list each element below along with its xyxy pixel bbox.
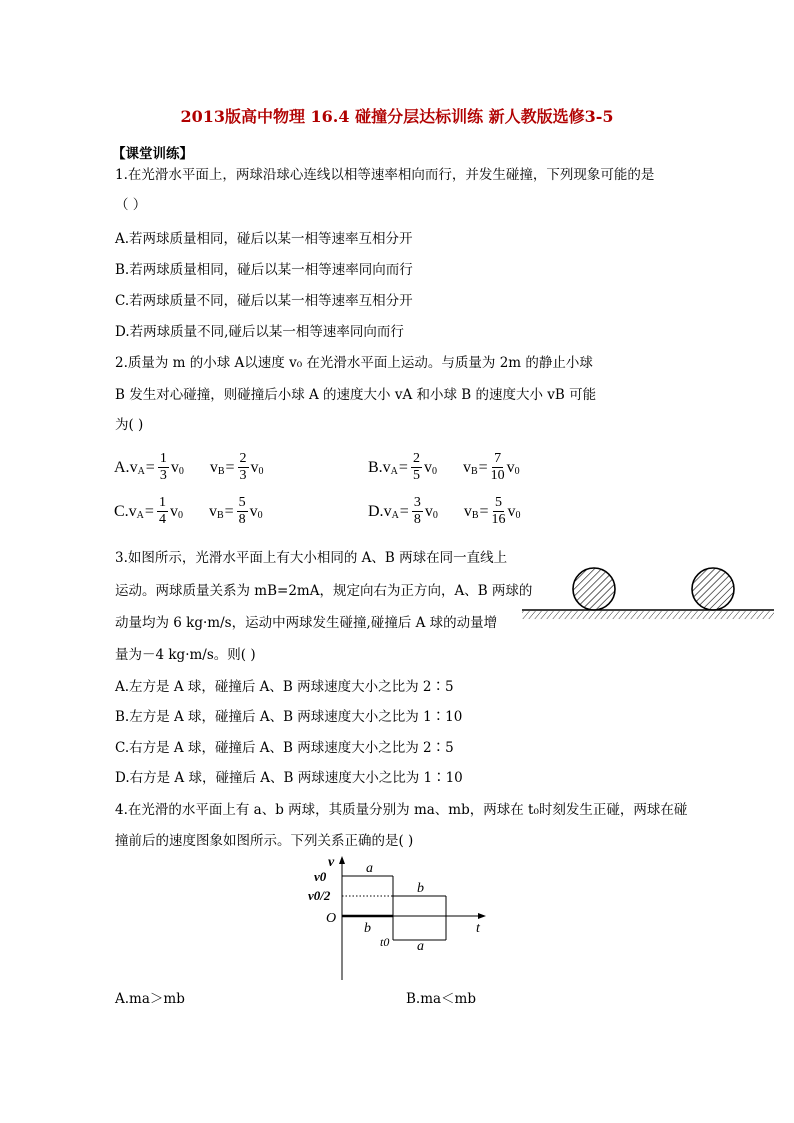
vb-sub: B <box>217 466 225 477</box>
va-sub: A <box>390 466 398 477</box>
vb-symbol: v <box>463 502 472 520</box>
q4-line1: 4.在光滑的水平面上有 a、b 两球，其质量分别为 ma、mb，两球在 t₀时刻发生正碰，两球在碰 <box>115 802 688 818</box>
q3-option-c: C.右方是 A 球，碰撞后 A、B 两球速度大小之比为 2∶5 <box>115 740 454 756</box>
q1-paren: （ ） <box>115 197 147 213</box>
va-sub: A <box>391 510 399 521</box>
denominator: 3 <box>159 468 167 483</box>
v0-symbol: v <box>170 458 179 476</box>
fraction <box>412 496 423 527</box>
v0-sub: 0 <box>515 510 521 521</box>
denominator: 16 <box>491 512 506 527</box>
equals-sign: = <box>224 502 234 520</box>
q4-option-b: B.ma＜mb <box>406 991 477 1007</box>
v0-sub: 0 <box>257 510 263 521</box>
denominator: 3 <box>239 468 247 483</box>
va-sub: A <box>137 466 145 477</box>
q2-line1: 2.质量为 m 的小球 A以速度 v₀ 在光滑水平面上运动。与质量为 2m 的静止小球 <box>115 355 593 371</box>
q3-line2: 运动。两球质量关系为 mB=2mA，规定向右为正方向，A、B 两球的 <box>115 583 533 599</box>
vb-sub: B <box>216 510 224 521</box>
vb-symbol: v <box>208 502 217 520</box>
q4-line2: 撞前后的速度图象如图所示。下列关系正确的是( ) <box>115 833 414 849</box>
numerator: 5 <box>495 495 503 510</box>
fraction <box>157 496 168 527</box>
q3-option-a: A.左方是 A 球，碰撞后 A、B 两球速度大小之比为 2∶5 <box>115 679 454 695</box>
ground-hatch <box>522 611 774 619</box>
va-symbol: v <box>129 458 138 476</box>
b-after-label: b <box>417 881 424 896</box>
denominator: 4 <box>158 512 166 527</box>
q3-line1: 3.如图所示，光滑水平面上有大小相同的 A、B 两球在同一直线上 <box>115 550 508 566</box>
q3-line4: 量为－4 kg·m/s。则( ) <box>115 647 256 663</box>
q2-line3: 为( ) <box>115 417 144 433</box>
v0-sub: 0 <box>177 510 183 521</box>
v-axis-label: v <box>328 855 335 870</box>
vb-sub: B <box>470 466 478 477</box>
numerator: 2 <box>412 451 420 466</box>
v0-sub: 0 <box>432 510 438 521</box>
a-after-label: a <box>417 939 424 954</box>
q2-option-d <box>368 496 521 527</box>
numerator: 2 <box>239 451 247 466</box>
numerator: 1 <box>158 495 166 510</box>
t-axis-label: t <box>476 921 480 936</box>
numerator: 7 <box>494 451 502 466</box>
v0-sub: 0 <box>258 466 264 477</box>
option-label: B. <box>368 458 383 476</box>
t-axis-arrow <box>478 913 486 919</box>
ball-left <box>573 568 615 610</box>
v-axis-arrow <box>339 856 345 864</box>
v0-symbol: v <box>250 458 259 476</box>
a-before-label: a <box>366 861 373 876</box>
v0-symbol: v <box>169 502 178 520</box>
v0-symbol: v <box>423 458 432 476</box>
denominator: 10 <box>490 468 505 483</box>
q2-option-b <box>368 452 520 483</box>
v0-sub: 0 <box>514 466 520 477</box>
two-balls-figure <box>518 560 778 626</box>
fraction <box>491 452 505 483</box>
equals-sign: = <box>478 458 488 476</box>
q1-option-c: C.若两球质量不同，碰后以某一相等速率互相分开 <box>115 293 413 309</box>
numerator: 1 <box>159 451 167 466</box>
v0-sub: 0 <box>178 466 184 477</box>
equals-sign: = <box>398 458 408 476</box>
numerator: 5 <box>238 495 246 510</box>
b-before-label: b <box>364 921 371 936</box>
va-sub: A <box>136 510 144 521</box>
denominator: 8 <box>238 512 246 527</box>
q1-option-d: D.若两球质量不同,碰后以某一相等速率同向而行 <box>115 324 404 340</box>
q2-option-a <box>114 452 264 483</box>
vb-symbol: v <box>462 458 471 476</box>
section-heading: 【课堂训练】 <box>112 146 193 162</box>
fraction <box>237 496 248 527</box>
vb-sub: B <box>471 510 479 521</box>
page-title: 2013版高中物理 16.4 碰撞分层达标训练 新人教版选修3-5 <box>180 107 614 126</box>
denominator: 5 <box>412 468 420 483</box>
q2-line2: B 发生对心碰撞，则碰撞后小球 A 的速度大小 vA 和小球 B 的速度大小 vB 可能 <box>115 387 597 403</box>
fraction <box>158 452 169 483</box>
q3-line3: 动量均为 6 kg·m/s，运动中两球发生碰撞,碰撞后 A 球的动量增 <box>115 615 498 631</box>
ball-right <box>692 568 734 610</box>
v0-half-label: v0/2 <box>308 888 331 903</box>
q3-option-d: D.右方是 A 球，碰撞后 A、B 两球速度大小之比为 1∶10 <box>115 770 463 786</box>
numerator: 3 <box>413 495 421 510</box>
option-label: C. <box>114 502 129 520</box>
option-label: D. <box>368 502 384 520</box>
equals-sign: = <box>225 458 235 476</box>
fraction <box>238 452 249 483</box>
v0-sub: 0 <box>431 466 437 477</box>
va-symbol: v <box>383 502 392 520</box>
v0-symbol: v <box>249 502 258 520</box>
va-symbol: v <box>128 502 137 520</box>
equals-sign: = <box>144 502 154 520</box>
option-label: A. <box>114 458 130 476</box>
q1-stem: 1.在光滑水平面上，两球沿球心连线以相等速率相向而行，并发生碰撞，下列现象可能的是 <box>115 167 655 183</box>
vb-symbol: v <box>209 458 218 476</box>
denominator: 8 <box>413 512 421 527</box>
equals-sign: = <box>399 502 409 520</box>
v0-symbol: v <box>424 502 433 520</box>
v0-label: v0 <box>314 869 327 884</box>
fraction <box>492 496 506 527</box>
q3-option-b: B.左方是 A 球，碰撞后 A、B 两球速度大小之比为 1∶10 <box>115 709 463 725</box>
t0-label: t0 <box>380 935 390 949</box>
velocity-time-graph <box>300 852 500 982</box>
q1-option-a: A.若两球质量相同，碰后以某一相等速率互相分开 <box>115 231 413 247</box>
v0-symbol: v <box>507 502 516 520</box>
q2-option-c <box>114 496 263 527</box>
fraction <box>411 452 422 483</box>
v0-symbol: v <box>506 458 515 476</box>
q1-option-b: B.若两球质量相同，碰后以某一相等速率同向而行 <box>115 262 413 278</box>
equals-sign: = <box>479 502 489 520</box>
equals-sign: = <box>145 458 155 476</box>
va-symbol: v <box>382 458 391 476</box>
q4-option-a: A.ma＞mb <box>115 991 185 1007</box>
origin-label: O <box>326 911 337 926</box>
